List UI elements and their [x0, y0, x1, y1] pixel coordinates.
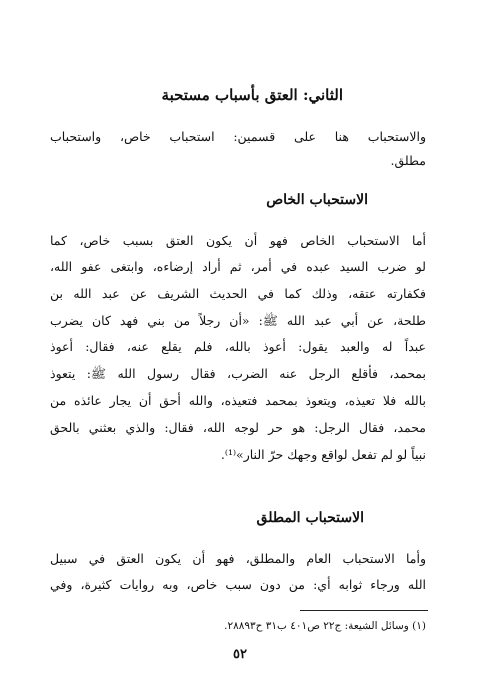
section-heading: الثاني: العتق بأسباب مستحبة	[161, 86, 343, 104]
paragraph-line: الله ورجاء ثوابه أي: من دون سبب خاص، وبه روايات كثيرة، وفي	[50, 577, 426, 592]
paragraph-line: عبداً له والعبد يقول: أعوذ بالله، فلم يقلع عنه، فقال: أعوذ	[50, 339, 426, 354]
paragraph-line: بالله فلا تعيذه، ويتعوذ بمحمد فتعيذه، والله أحق أن يجار عائذه من	[50, 393, 426, 408]
paragraph-line: والاستحباب هنا على قسمين: استحباب خاص، واستحباب	[50, 129, 426, 144]
paragraph-line: محمد، فقال الرجل: هو حر لوجه الله، فقال: والذي بعثني بالحق	[50, 420, 426, 435]
paragraph-line: نبياً لو لم تفعل لواقع وجهك حرّ النار»⁽¹⁾.	[220, 447, 426, 462]
subsection-heading-special: الاستحباب الخاص	[266, 192, 368, 208]
paragraph-line: طلحة، عن أبي عبد الله ﷺ: «أن رجلاً من بني فهد كان يضرب	[50, 313, 426, 328]
subsection-heading-general: الاستحباب المطلق	[256, 510, 364, 526]
paragraph-line: فكفارته عتقه، وذلك كما في الحديث الشريف عن عبد الله بن	[50, 286, 426, 301]
footnote: (١) وسائل الشيعة: ج٢٢ ص٤٠١ ب٣١ ح٢٨٨٩٣.	[224, 620, 426, 632]
footnote-divider	[300, 610, 428, 611]
paragraph-line: وأما الاستحباب العام والمطلق، فهو أن يكون العتق في سبيل	[50, 551, 426, 566]
paragraph-line: أما الاستحباب الخاص فهو أن يكون العتق بسبب خاص، كما	[50, 233, 426, 248]
page-number: ٥٢	[233, 647, 247, 662]
paragraph-line: بمحمد، فأقلع الرجل عنه الضرب، فقال رسول الله ﷺ: يتعوذ	[50, 366, 426, 381]
paragraph-line: مطلق.	[390, 153, 426, 168]
paragraph-line: لو ضرب السيد عبده في أمر، ثم أراد إرضاءه، وابتغى عفو الله،	[50, 259, 426, 274]
